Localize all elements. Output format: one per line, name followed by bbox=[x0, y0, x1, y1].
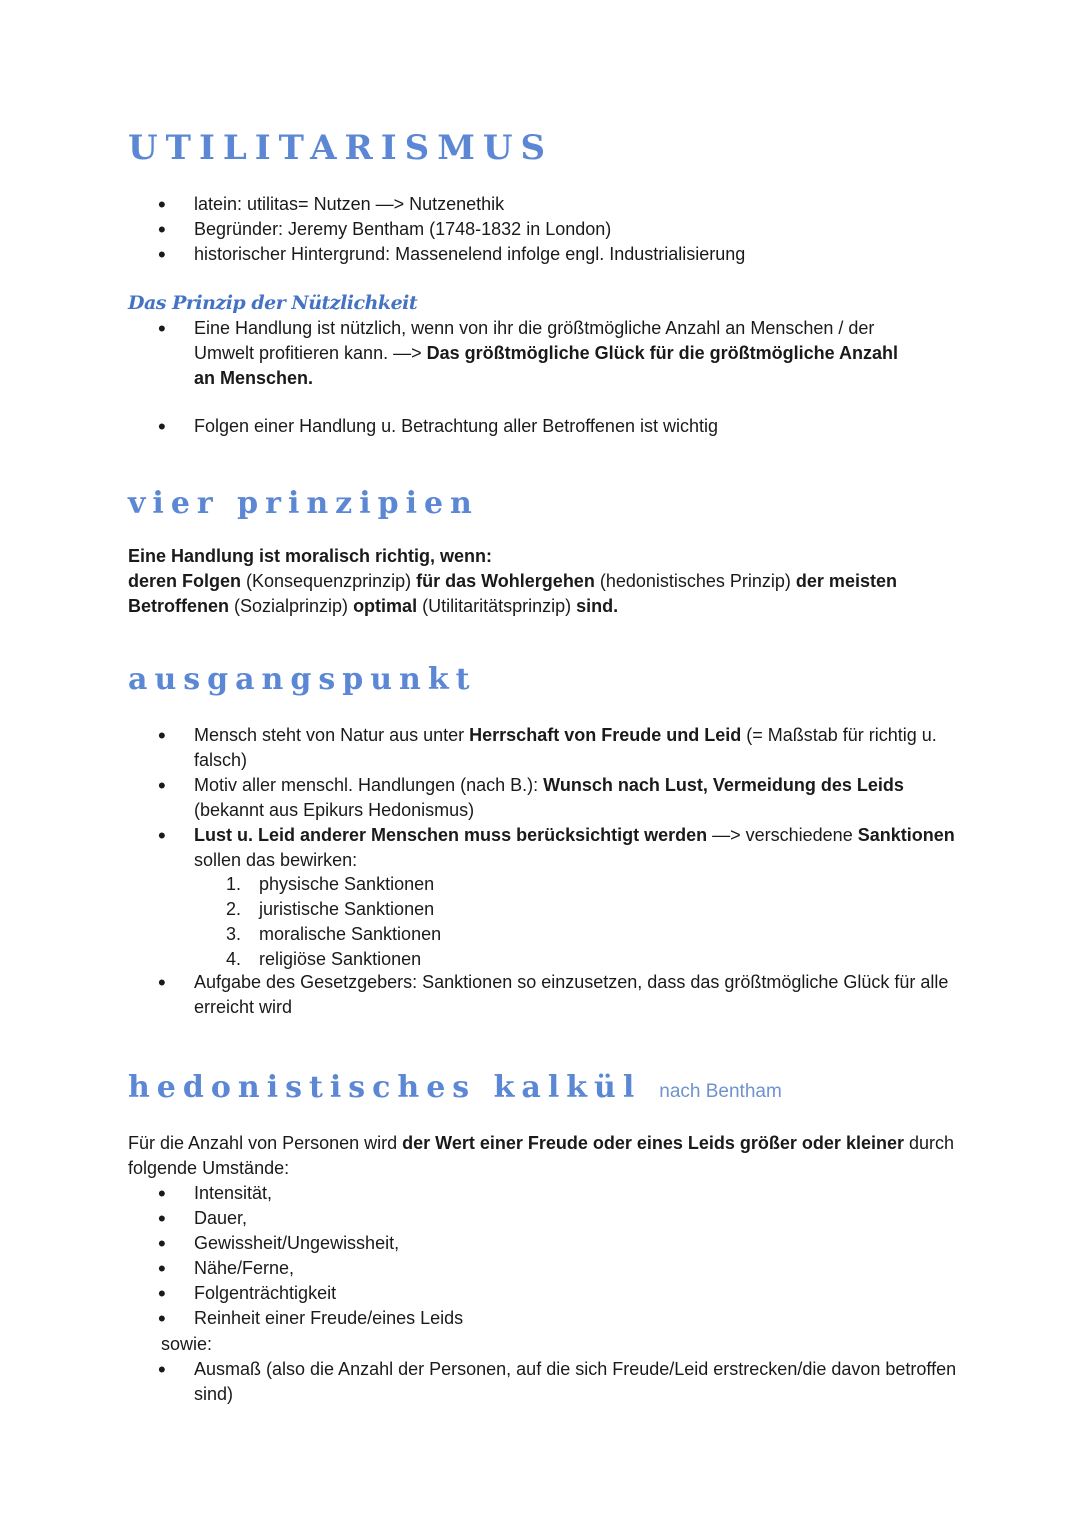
intro-list bbox=[128, 192, 958, 267]
item-emphasis: Das größtmögliche Glück für die größtmögliche Anzahl an Menschen. bbox=[194, 343, 898, 388]
list-item: • Reinheit einer Freude/eines Leids bbox=[128, 1306, 958, 1331]
text: Mensch steht von Natur aus unter bbox=[194, 725, 470, 745]
text-bold: optimal bbox=[353, 596, 418, 616]
ausgang-list-2 bbox=[128, 970, 958, 1020]
list-item: • historischer Hintergrund: Massenelend infolge engl. Industrialisierung bbox=[128, 242, 958, 267]
prinzip-list bbox=[128, 316, 958, 391]
text-bold: der meisten Betroffenen bbox=[128, 571, 897, 616]
definition-lead: Eine Handlung ist moralisch richtig, wenn: bbox=[128, 546, 493, 566]
list-item bbox=[128, 897, 958, 922]
list-number: 3. bbox=[226, 924, 242, 944]
list-item: • Aufgabe des Gesetzgebers: Sanktionen so einzusetzen, dass das größtmögliche Glück für alle erreicht wird bbox=[128, 970, 958, 1020]
text: durch folgende Umstände: bbox=[128, 1133, 955, 1178]
list-item bbox=[128, 316, 914, 391]
text-bold: Herrschaft von Freude und Leid bbox=[469, 725, 742, 745]
text-bold: der Wert einer Freude oder eines Leids größer oder kleiner bbox=[402, 1133, 904, 1153]
section-heading-ausgangspunkt: ausgangspunkt bbox=[128, 662, 477, 697]
ausgang-list bbox=[128, 723, 958, 873]
item-text: Eine Handlung ist nützlich, wenn von ihr die größtmögliche Anzahl an Menschen / der Umwelt profitieren kann. —> bbox=[194, 318, 875, 363]
text-bold: Sanktionen bbox=[857, 825, 955, 845]
list-item: • Folgen einer Handlung u. Betrachtung aller Betroffenen ist wichtig bbox=[128, 414, 958, 439]
section-heading-prinzip: Das Prinzip der Nützlichkeit bbox=[128, 292, 418, 314]
section-heading-vier-prinzipien: vier prinzipien bbox=[128, 486, 479, 521]
list-item bbox=[128, 947, 958, 972]
definition-body bbox=[128, 569, 908, 619]
prinzip-list-2 bbox=[128, 414, 958, 439]
list-item: • latein: utilitas= Nutzen —> Nutzenethik bbox=[128, 192, 958, 217]
list-item: • Begründer: Jeremy Bentham (1748-1832 in London) bbox=[128, 217, 958, 242]
list-item bbox=[128, 773, 958, 823]
text-bold: sind. bbox=[576, 596, 619, 616]
text: religiöse Sanktionen bbox=[259, 949, 422, 969]
umstaende-list bbox=[128, 1181, 958, 1331]
text: sollen das bewirken: bbox=[194, 850, 358, 870]
text: (Utilitaritätsprinzip) bbox=[417, 596, 577, 616]
list-item bbox=[128, 723, 958, 773]
list-number: 1. bbox=[226, 874, 242, 894]
heading-note: nach Bentham bbox=[659, 1081, 782, 1102]
text: Motiv aller menschl. Handlungen (nach B.): bbox=[194, 775, 544, 795]
kalkuel-intro bbox=[128, 1131, 958, 1181]
text: moralische Sanktionen bbox=[259, 924, 442, 944]
heading-text: hedonistisches kalkül bbox=[128, 1070, 642, 1105]
text: (Sozialprinzip) bbox=[229, 596, 354, 616]
text-bold: Wunsch nach Lust, Vermeidung des Leids bbox=[543, 775, 904, 795]
text: (Konsequenzprinzip) bbox=[241, 571, 417, 591]
sanktionen-list bbox=[128, 872, 958, 972]
sowie-text: sowie: bbox=[161, 1334, 213, 1354]
section-heading-kalkuel bbox=[128, 1070, 958, 1110]
text: Für die Anzahl von Personen wird bbox=[128, 1133, 403, 1153]
text-bold: deren Folgen bbox=[128, 571, 242, 591]
list-item bbox=[128, 823, 958, 873]
ausmass-list bbox=[128, 1357, 958, 1407]
list-item bbox=[128, 872, 958, 897]
list-number: 4. bbox=[226, 949, 242, 969]
list-item: • Intensität, bbox=[128, 1181, 958, 1206]
list-item: • Gewissheit/Ungewissheit, bbox=[128, 1231, 958, 1256]
text: —> verschiedene bbox=[707, 825, 858, 845]
text: physische Sanktionen bbox=[259, 874, 435, 894]
list-item: • Nähe/Ferne, bbox=[128, 1256, 958, 1281]
list-item: • Folgenträchtigkeit bbox=[128, 1281, 958, 1306]
text: (bekannt aus Epikurs Hedonismus) bbox=[194, 800, 475, 820]
text: (hedonistisches Prinzip) bbox=[594, 571, 796, 591]
list-item: • Ausmaß (also die Anzahl der Personen, auf die sich Freude/Leid erstrecken/die davon betroffen sind) bbox=[128, 1357, 958, 1407]
page-title: UTILITARISMUS bbox=[128, 128, 554, 168]
text-bold: für das Wohlergehen bbox=[416, 571, 595, 591]
list-item: • Dauer, bbox=[128, 1206, 958, 1231]
text: juristische Sanktionen bbox=[259, 899, 435, 919]
list-number: 2. bbox=[226, 899, 242, 919]
text: (= Maßstab für richtig u. falsch) bbox=[194, 725, 937, 770]
list-item bbox=[128, 922, 958, 947]
text-bold: Lust u. Leid anderer Menschen muss berücksichtigt werden bbox=[194, 825, 708, 845]
vier-prinzipien-text bbox=[128, 544, 908, 619]
